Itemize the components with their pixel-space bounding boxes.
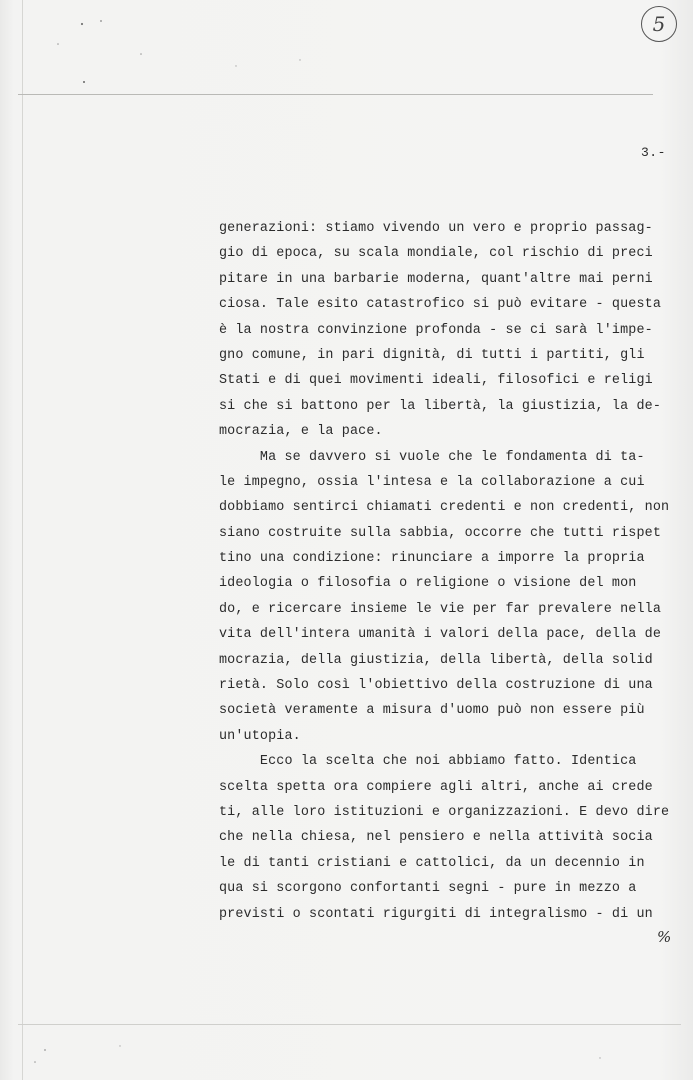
body-text (219, 216, 671, 927)
text-line: Stati e di quei movimenti ideali, filosofici e religi (219, 373, 653, 389)
text-line: pitare in una barbarie moderna, quant'altre mai perni (219, 271, 653, 287)
text-line: è la nostra convinzione profonda - se ci sarà l'impe- (219, 322, 653, 338)
text-line: do, e ricercare insieme le vie per far prevalere nella (219, 601, 662, 617)
text-line: qua si scorgono confortanti segni - pure in mezzo a (219, 881, 637, 897)
text-line: ciosa. Tale esito catastrofico si può evitare - questa (219, 297, 662, 313)
page-number: 3.- (641, 145, 666, 160)
continuation-mark: % (657, 928, 672, 946)
text-line: dobbiamo sentirci chiamati credenti e non credenti, non (219, 500, 670, 516)
text-line: le di tanti cristiani e cattolici, da un decennio in (219, 855, 645, 871)
text-line: mocrazia, e la pace. (219, 424, 383, 440)
text-line: società veramente a misura d'uomo può non essere più (219, 703, 645, 719)
text-line: ti, alle loro istituzioni e organizzazioni. E devo dire (219, 804, 670, 820)
text-line: mocrazia, della giustizia, della libertà, della solid (219, 652, 653, 668)
text-line: che nella chiesa, nel pensiero e nella attività socia (219, 830, 653, 846)
fold-line-top (18, 94, 653, 95)
page-left-edge (22, 0, 23, 1080)
text-line: vita dell'intera umanità i valori della pace, della de (219, 627, 662, 643)
text-line: gio di epoca, su scala mondiale, col rischio di preci (219, 246, 653, 262)
page-stamp (641, 6, 677, 42)
text-line: un'utopia. (219, 728, 301, 744)
text-line: siano costruite sulla sabbia, occorre che tutti rispet (219, 525, 662, 541)
fold-line-bottom (18, 1024, 681, 1025)
text-line: previsti o scontati rigurgiti di integralismo - di un (219, 906, 653, 922)
text-line: le impegno, ossia l'intesa e la collaborazione a cui (219, 474, 645, 490)
text-line: gno comune, in pari dignità, di tutti i partiti, gli (219, 347, 645, 363)
text-line: Ecco la scelta che noi abbiamo fatto. Identica (219, 754, 637, 770)
text-line: Ma se davvero si vuole che le fondamenta di ta- (219, 449, 645, 465)
text-line: rietà. Solo così l'obiettivo della costruzione di una (219, 678, 653, 694)
stamp-number: 5 (652, 12, 666, 36)
text-line: generazioni: stiamo vivendo un vero e proprio passag- (219, 221, 653, 236)
text-line: scelta spetta ora compiere agli altri, anche ai crede (219, 779, 653, 795)
text-line: ideologia o filosofia o religione o visione del mon (219, 576, 637, 592)
text-line: si che si battono per la libertà, la giustizia, la de- (219, 398, 662, 414)
text-line: tino una condizione: rinunciare a imporre la propria (219, 551, 645, 567)
